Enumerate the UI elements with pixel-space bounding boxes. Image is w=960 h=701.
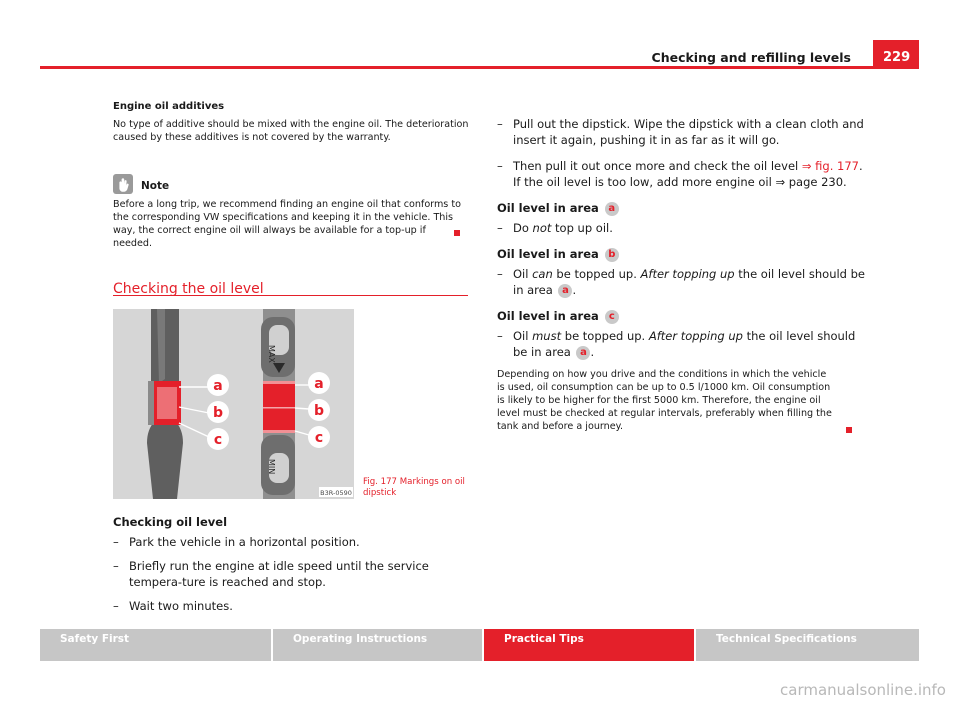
svg-text:b: b	[313, 403, 325, 419]
note-text-body: Before a long trip, we recommend finding an engine oil that conforms to the corresponding VW specifications and keeping it in the vehicle. This way, the correct engine oil will always be available for a top-up if needed.	[113, 199, 461, 249]
watermark: carmanualsonline.info	[780, 681, 946, 699]
label-a-left	[207, 374, 229, 396]
chapter-title: Checking and refilling levels	[651, 50, 851, 65]
area-badge: b	[605, 248, 619, 262]
area-badge: a	[576, 346, 590, 360]
area-badge: a	[558, 284, 572, 298]
step-dash: –	[113, 559, 119, 573]
section-title	[113, 278, 468, 296]
step-dash: –	[497, 221, 503, 235]
figure-caption: Fig. 177 Markings on oil dipstick	[363, 477, 465, 498]
dipstick-figure	[113, 309, 354, 499]
svg-text:b: b	[212, 405, 224, 421]
additives-text: No type of additive should be mixed with the engine oil. The deterioration caused by these additives is not covered by the warranty.	[113, 119, 469, 143]
svg-text:c: c	[314, 430, 324, 446]
header-rule	[40, 66, 919, 69]
step-text: Wait two minutes.	[129, 599, 233, 613]
note-block	[113, 174, 473, 250]
consumption-text: Depending on how you drive and the conditions in which the vehicle is used, oil consumption can be up to 0.5 l/1000 km. Oil consumption is likely to be higher for the first 5000 km. Therefore, the engine oil level must be checked at regular intervals, preferably when filling the tank and before a journey.	[497, 369, 832, 432]
section-title-text: Checking the oil level	[113, 281, 264, 297]
step-text: Then pull it out once more and check the oil level ⇒ fig. 177. If the oil level is too low, add more engine oil ⇒ page 230.	[513, 159, 863, 189]
note-header	[113, 174, 473, 194]
figure-code: B3R-0590	[320, 489, 352, 497]
step-dash: –	[113, 535, 119, 549]
footer-tab-practical-tips[interactable]: Practical Tips	[484, 629, 694, 661]
area-badge: a	[605, 202, 619, 216]
end-of-section-mark	[454, 230, 460, 236]
note-text	[113, 198, 463, 250]
step-dash: –	[497, 117, 503, 131]
procedure-step	[497, 158, 867, 190]
area-a-heading: Oil level in area a	[497, 200, 867, 216]
footer-nav	[40, 629, 919, 661]
area-b-heading: Oil level in area b	[497, 246, 867, 262]
procedure-step	[497, 220, 867, 236]
footer-tab-operating-instructions[interactable]: Operating Instructions	[273, 629, 482, 661]
step-dash: –	[113, 599, 119, 613]
label-b-right	[308, 399, 330, 421]
footer-tab-safety-first[interactable]: Safety First	[40, 629, 271, 661]
procedure-step	[113, 598, 473, 614]
step-dash: –	[497, 329, 503, 343]
page-header	[40, 40, 919, 69]
area-c-heading: Oil level in area c	[497, 308, 867, 324]
additives-block	[113, 100, 473, 144]
svg-text:a: a	[314, 376, 324, 392]
page-number: 229	[873, 40, 919, 69]
note-label: Note	[141, 180, 170, 192]
procedure-step	[113, 534, 473, 550]
procedure-step	[497, 266, 867, 298]
procedure-step	[497, 328, 867, 360]
procedure-title: Checking oil level	[113, 515, 228, 529]
step-text: Do not top up oil.	[513, 221, 613, 235]
min-marking: MIN	[267, 459, 276, 475]
end-of-section-mark	[846, 427, 852, 433]
label-b-left	[207, 401, 229, 423]
figure-reference-link[interactable]: ⇒ fig. 177	[801, 159, 859, 173]
label-c-left	[207, 428, 229, 450]
step-dash: –	[497, 159, 503, 173]
area-badge: c	[605, 310, 619, 324]
step-text: Oil can be topped up. After topping up the oil level should be in area a .	[513, 267, 866, 297]
footer-tab-technical-specifications[interactable]: Technical Specifications	[696, 629, 919, 661]
procedure-step	[113, 558, 473, 590]
svg-text:a: a	[213, 378, 223, 394]
step-text: Briefly run the engine at idle speed until the service tempera-ture is reached and stop.	[129, 559, 429, 589]
svg-text:c: c	[213, 432, 223, 448]
procedure-step	[497, 116, 867, 148]
right-column	[497, 116, 867, 433]
note-hand-icon	[113, 174, 133, 194]
additives-heading: Engine oil additives	[113, 101, 225, 112]
step-text: Pull out the dipstick. Wipe the dipstick with a clean cloth and insert it again, pushing it in as far as it will go.	[513, 117, 864, 147]
step-dash: –	[497, 267, 503, 281]
max-marking: MAX	[267, 345, 276, 363]
label-c-right	[308, 426, 330, 448]
step-text: Oil must be topped up. After topping up the oil level should be in area a .	[513, 329, 856, 359]
label-a-right	[308, 372, 330, 394]
step-text: Park the vehicle in a horizontal position.	[129, 535, 360, 549]
